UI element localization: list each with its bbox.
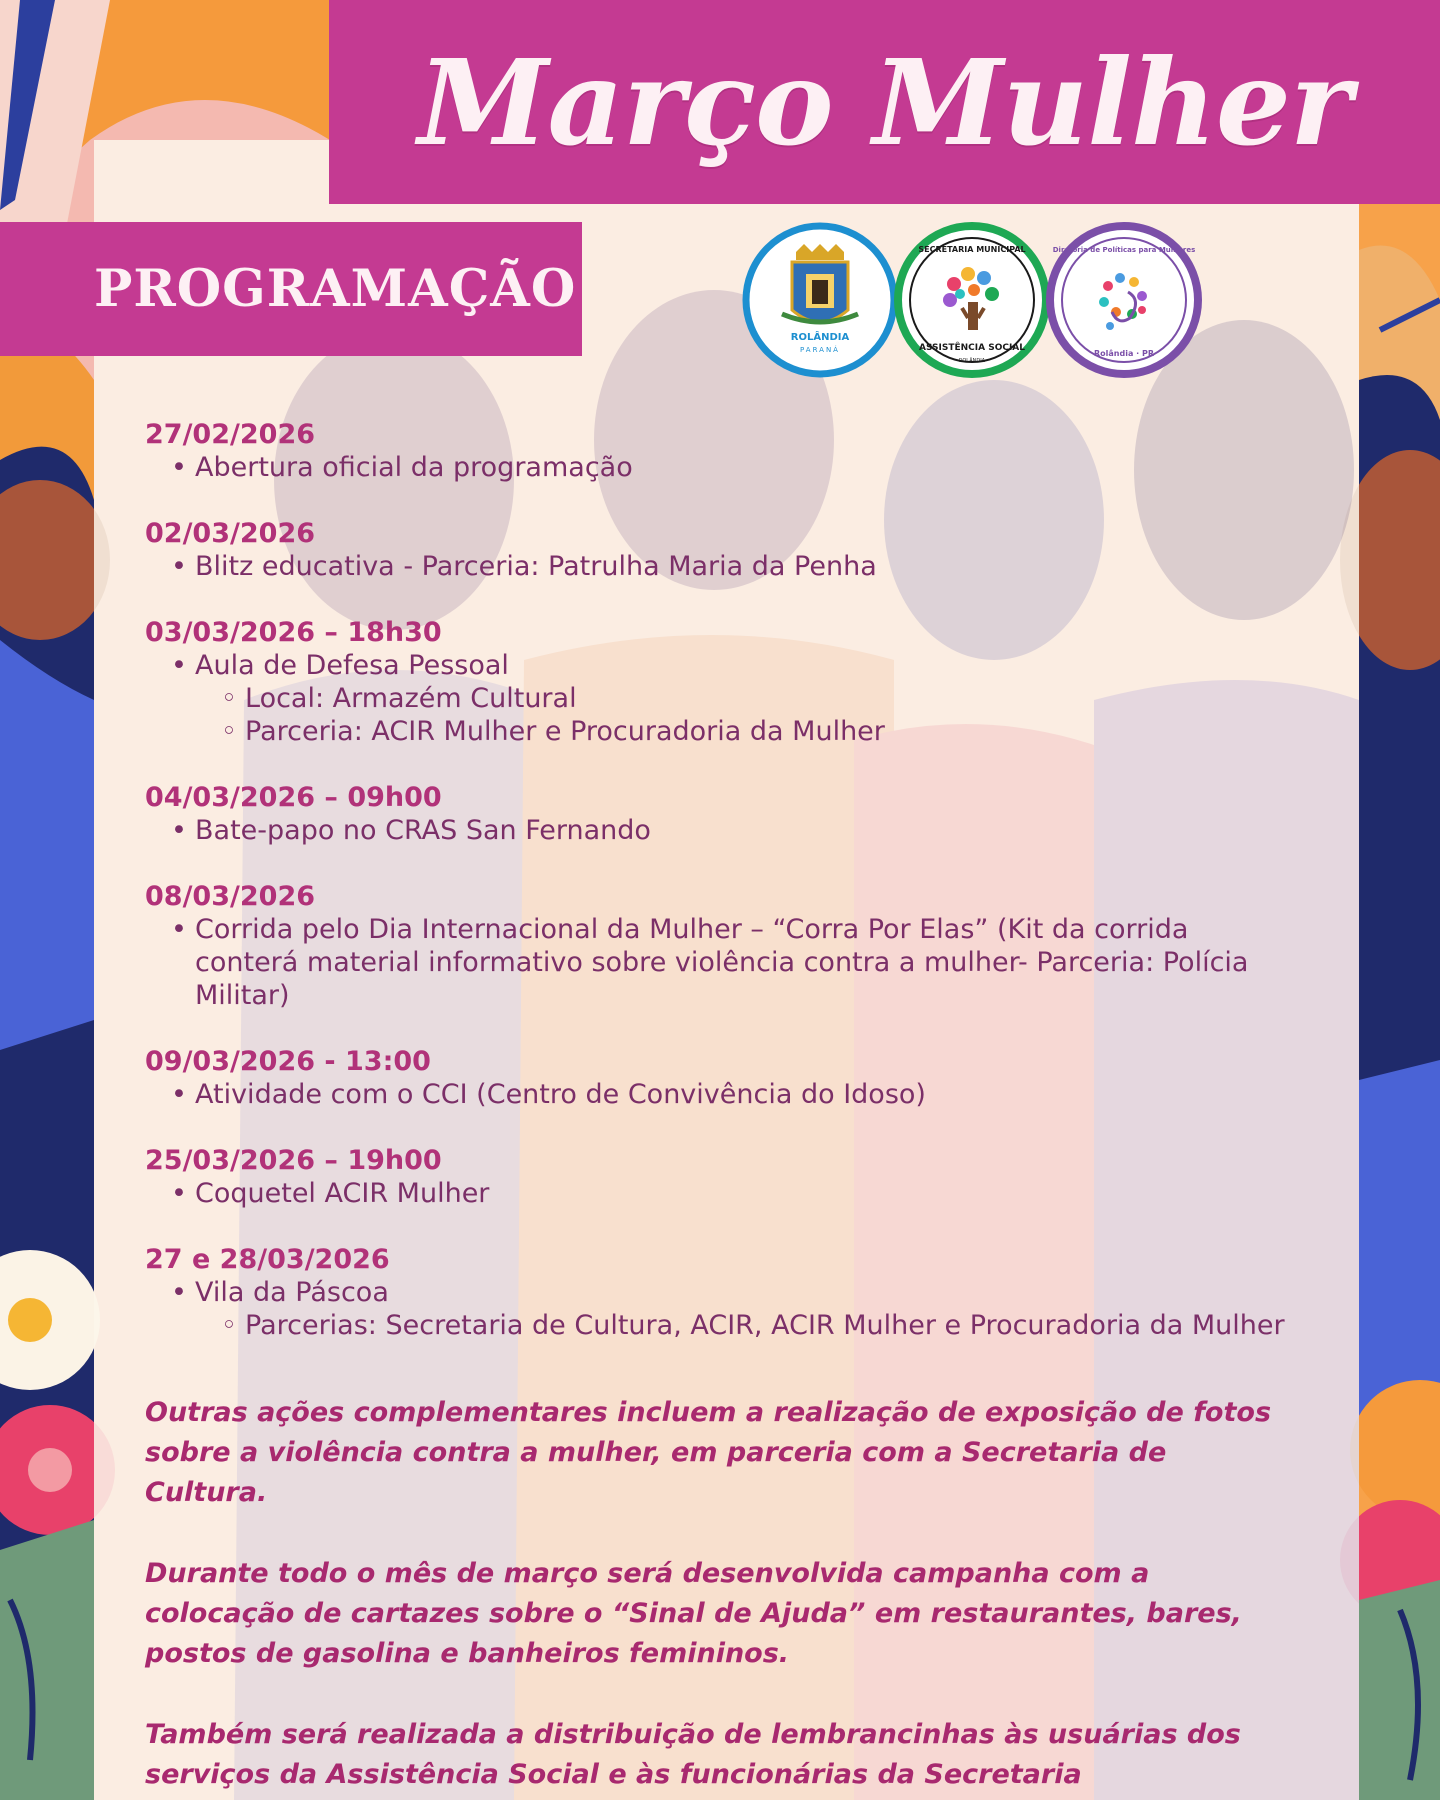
- event-description: • Atividade com o CCI (Centro de Convivência do Idoso): [145, 1078, 1295, 1111]
- event-description: • Vila da Páscoa: [145, 1276, 1295, 1309]
- logo-text-diretoria: Diretoria de Políticas para Mulheres: [1052, 246, 1196, 254]
- rolandia-coat-of-arms-logo: [742, 222, 898, 378]
- logo-text-rolandia-pr: Rolândia · PR: [1094, 349, 1154, 358]
- event-detail: ◦ Parceria: ACIR Mulher e Procuradoria da Mulher: [145, 715, 1295, 748]
- diretoria-politicas-mulheres-logo: [1046, 222, 1202, 378]
- note-paragraph: Durante todo o mês de março será desenvolvida campanha com a colocação de cartazes sobre o “Sinal de Ajuda” em restaurantes, bares, postos de gasolina e banheiros femininos.: [145, 1558, 1242, 1669]
- event-date: 03/03/2026 – 18h30: [145, 617, 442, 648]
- event-date: 02/03/2026: [145, 518, 316, 549]
- logo-text-rolandia-small: ROLÂNDIA: [958, 358, 986, 364]
- event-item: [145, 1243, 1295, 1342]
- event-detail: ◦ Local: Armazém Cultural: [145, 682, 1295, 715]
- event-item: [145, 517, 1295, 583]
- event-description: • Bate-papo no CRAS San Fernando: [145, 814, 1295, 847]
- event-description: • Corrida pelo Dia Internacional da Mulher – “Corra Por Elas” (Kit da corrida conterá material informativo sobre violência contra a mulher- Parceria: Polícia Militar): [145, 913, 1295, 1012]
- schedule-list: [145, 418, 1295, 1375]
- secretaria-assistencia-social-logo: [894, 222, 1050, 378]
- logo-text-assistencia: ASSISTÊNCIA SOCIAL: [918, 343, 1026, 353]
- event-description: • Abertura oficial da programação: [145, 451, 1295, 484]
- notes-section: [145, 1393, 1295, 1800]
- title-banner: [329, 0, 1440, 204]
- event-date: 08/03/2026: [145, 881, 316, 912]
- event-date: 27 e 28/03/2026: [145, 1244, 390, 1275]
- event-item: [145, 418, 1295, 484]
- logo-text-parana: PARANÁ: [800, 346, 840, 354]
- event-description: • Blitz educativa - Parceria: Patrulha Maria da Penha: [145, 550, 1295, 583]
- event-date: 04/03/2026 – 09h00: [145, 782, 442, 813]
- event-date: 25/03/2026 – 19h00: [145, 1145, 442, 1176]
- programacao-banner: [0, 222, 582, 356]
- event-description: • Aula de Defesa Pessoal: [145, 649, 1295, 682]
- event-date: 27/02/2026: [145, 419, 316, 450]
- section-heading: PROGRAMAÇÃO: [94, 259, 577, 319]
- note-paragraph: Também será realizada a distribuição de lembrancinhas às usuárias dos serviços da Assistência Social e às funcionárias da Secretaria: [145, 1719, 1241, 1790]
- event-item: [145, 880, 1295, 1012]
- event-item: [145, 1144, 1295, 1210]
- page-title: Março Mulher: [417, 32, 1352, 172]
- event-description: • Coquetel ACIR Mulher: [145, 1177, 1295, 1210]
- event-date: 09/03/2026 - 13:00: [145, 1046, 431, 1077]
- note-paragraph: Outras ações complementares incluem a realização de exposição de fotos sobre a violência contra a mulher, em parceria com a Secretaria de Cultura.: [145, 1397, 1272, 1508]
- event-item: [145, 616, 1295, 748]
- event-item: [145, 1045, 1295, 1111]
- logo-text-secretaria: SECRETARIA MUNICIPAL: [918, 245, 1026, 254]
- logo-text-rolandia: ROLÂNDIA: [790, 332, 850, 343]
- event-item: [145, 781, 1295, 847]
- event-detail: ◦ Parcerias: Secretaria de Cultura, ACIR, ACIR Mulher e Procuradoria da Mulher: [145, 1309, 1295, 1342]
